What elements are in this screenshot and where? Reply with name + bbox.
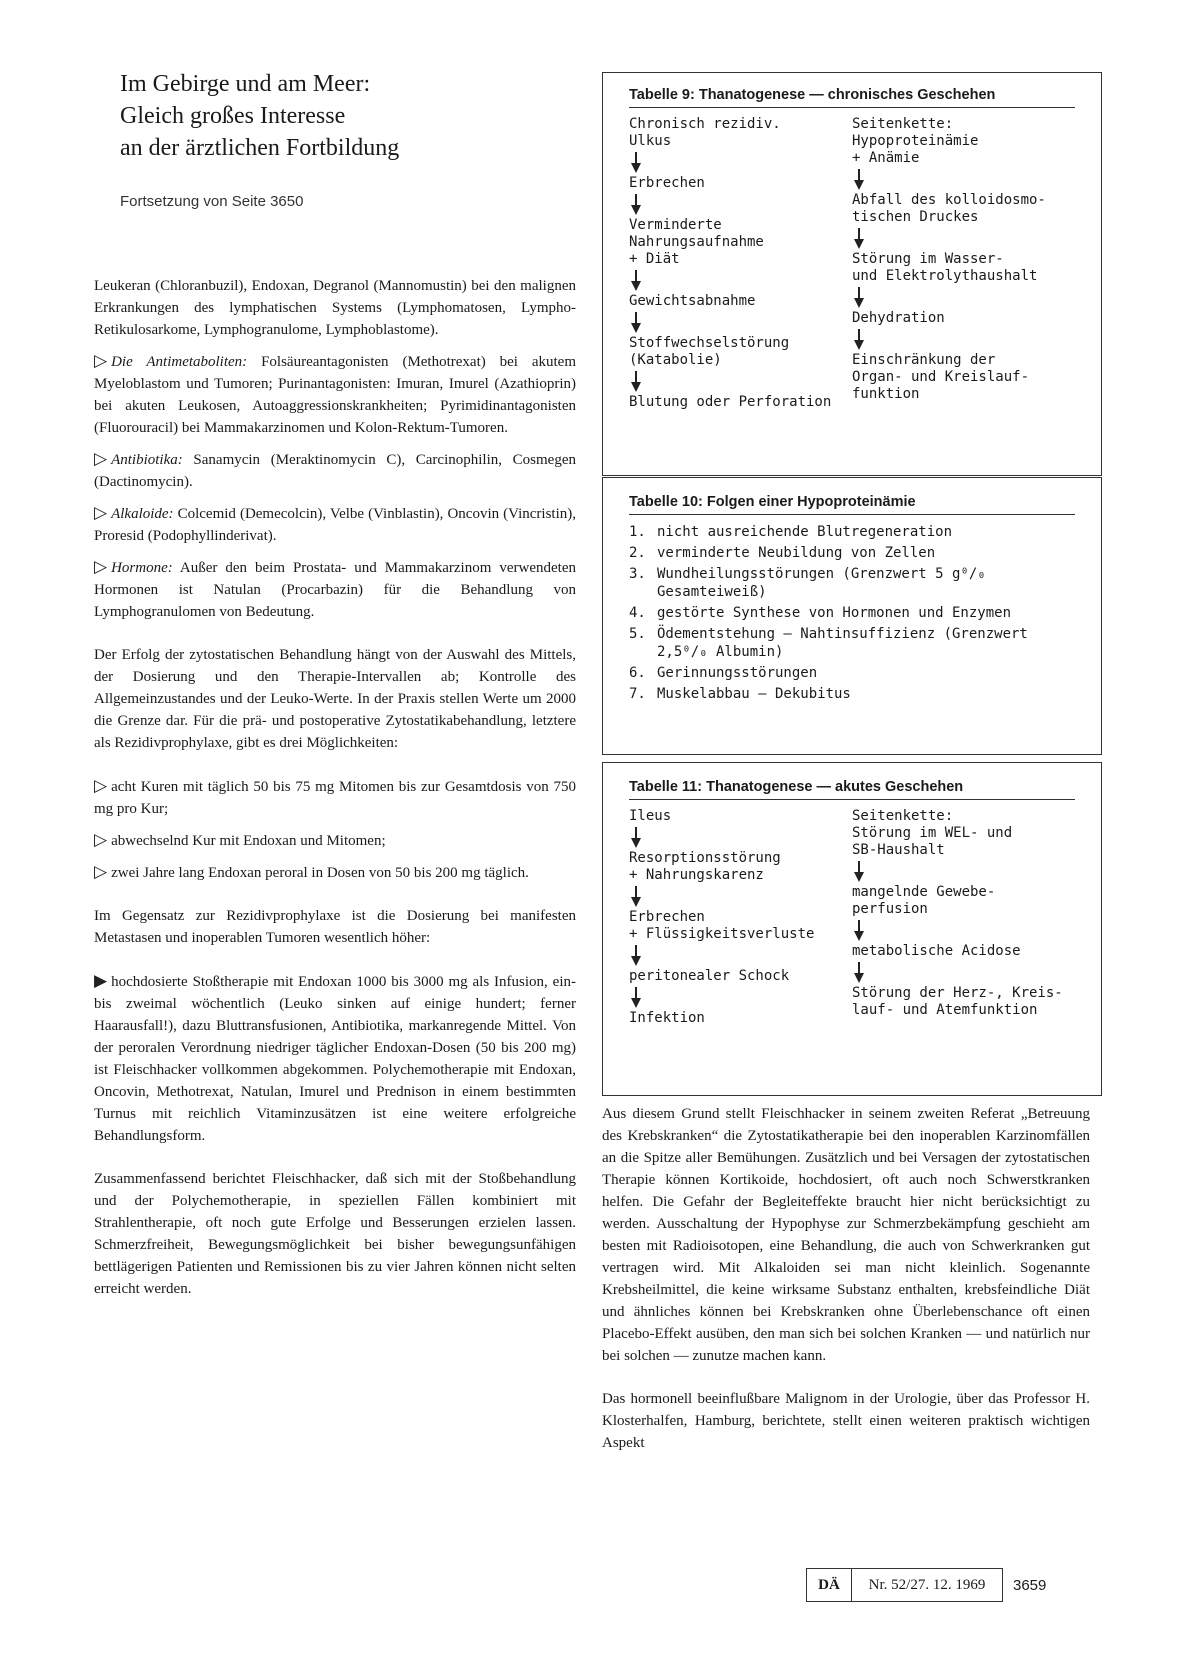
bullet-filled-icon: ▶	[94, 971, 108, 991]
right-column	[602, 1103, 1090, 1463]
body-paragraph	[94, 861, 576, 884]
paragraph-text: Leukeran (Chloranbuzil), Endoxan, Degranol (Mannomustin) bei den malignen Erkrankungen des lymphatischen Systems (Lymphomatosen, Lympho-Retikulosarkome, Lymphogranulome, Lymphoblastome).	[94, 278, 576, 338]
flow-step: Gewichtsabnahme	[629, 293, 756, 309]
flow-step: Dehydration	[852, 310, 945, 326]
list-item	[629, 685, 1075, 703]
list-text: verminderte Neubildung von Zellen	[657, 545, 936, 561]
bullet-triangle-icon: ▷	[94, 449, 108, 469]
list-text: Ödementstehung — Nahtinsuffizienz (Grenzwert 2,5⁰/₀ Albumin)	[657, 626, 1028, 660]
paragraph-label: Die Antimetaboliten:	[111, 354, 248, 370]
body-paragraph	[94, 970, 576, 1147]
continuation-note: Fortsetzung von Seite 3650	[120, 193, 304, 210]
paragraph-text: Folsäureantagonisten (Methotrexat) bei akutem Myeloblastom und Tumoren; Purinantagonisten: Imuran, Imurel (Azathioprin) bei akuten Leukosen, Autoaggressionskrankheiten; Pyrimidinantagonisten (Fluorouracil) bei Mammakarzinomen und Kolon-Rektum-Tumoren.	[94, 354, 577, 436]
paragraph-text: zwei Jahre lang Endoxan peroral in Dosen von 50 bis 200 mg täglich.	[111, 865, 529, 881]
flow-step: Resorptionsstörung + Nahrungskarenz	[629, 850, 781, 883]
body-paragraph	[94, 829, 576, 852]
list-item	[629, 625, 1075, 661]
table-9-main-chain	[629, 116, 852, 411]
issue-date: Nr. 52/27. 12. 1969	[851, 1568, 1003, 1602]
headline-line: Gleich großes Interesse	[120, 103, 346, 129]
body-paragraph	[94, 1168, 576, 1300]
list-number: 1.	[629, 524, 646, 540]
list-text: gestörte Synthese von Hormonen und Enzymen	[657, 605, 1012, 621]
flow-step: Störung im Wasser- und Elektrolythaushalt	[852, 251, 1038, 284]
paragraph-label: Hormone:	[111, 560, 173, 576]
down-arrow-icon	[631, 825, 641, 850]
down-arrow-icon	[854, 167, 864, 192]
down-arrow-icon	[631, 192, 641, 217]
list-item	[629, 664, 1075, 682]
paragraph-text: Im Gegensatz zur Rezidivprophylaxe ist die Dosierung bei manifesten Metastasen und inoperablen Tumoren wesentlich höher:	[94, 908, 576, 946]
page-number: 3659	[1013, 1576, 1047, 1594]
list-number: 4.	[629, 605, 646, 621]
footer	[806, 1568, 1046, 1602]
table-10	[602, 477, 1102, 755]
list-text: Gerinnungsstörungen	[657, 665, 818, 681]
table-11	[602, 762, 1102, 1096]
down-arrow-icon	[854, 859, 864, 884]
down-arrow-icon	[631, 150, 641, 175]
body-paragraph	[94, 448, 576, 493]
table-11-title: Tabelle 11: Thanatogenese — akutes Geschehen	[629, 779, 1075, 800]
list-number: 5.	[629, 626, 646, 642]
left-column	[94, 275, 576, 1309]
headline	[120, 68, 580, 164]
list-text: nicht ausreichende Blutregeneration	[657, 524, 953, 540]
paragraph-text: hochdosierte Stoßtherapie mit Endoxan 1000 bis 3000 mg als Infusion, ein- bis zweimal wöchentlich (Leuko sinken auf einige hundert; ferner Haarausfall!), dazu Bluttransfusionen, Antibiotika, markanregende Mittel. Von der peroralen Verordnung niedriger täglicher Endoxan-Dosen (50 bis 200 mg) ist Fleischhacker vollkommen abgekommen. Polychemotherapie mit Endoxan, Oncovin, Methotrexat, Natulan, Imurel und Prednison in einem bestimmten Turnus mit reichlich Vitaminzusätzen ist eine weitere erfolgreiche Behandlungsform.	[94, 974, 576, 1144]
flow-step: peritonealer Schock	[629, 968, 790, 984]
flow-step: Seitenkette: Hypoproteinämie + Anämie	[852, 116, 979, 166]
list-item	[629, 604, 1075, 622]
journal-logo: DÄ	[806, 1568, 851, 1602]
paragraph-label: Alkaloide:	[111, 506, 174, 522]
list-item	[629, 523, 1075, 541]
flow-step: Chronisch rezidiv. Ulkus	[629, 116, 781, 149]
body-paragraph	[94, 556, 576, 623]
flow-step: Verminderte Nahrungsaufnahme + Diät	[629, 217, 764, 267]
down-arrow-icon	[854, 285, 864, 310]
down-arrow-icon	[631, 310, 641, 335]
list-text: Muskelabbau — Dekubitus	[657, 686, 851, 702]
body-paragraph	[94, 350, 576, 439]
down-arrow-icon	[854, 327, 864, 352]
paragraph-label: Antibiotika:	[111, 452, 183, 468]
table-9	[602, 72, 1102, 476]
bullet-triangle-icon: ▷	[94, 503, 108, 523]
down-arrow-icon	[631, 985, 641, 1010]
flow-step: Erbrechen + Flüssigkeitsverluste	[629, 909, 815, 942]
table-11-main-chain	[629, 808, 852, 1027]
flow-step: Blutung oder Perforation	[629, 394, 832, 410]
paragraph-text: acht Kuren mit täglich 50 bis 75 mg Mitomen bis zur Gesamtdosis von 750 mg pro Kur;	[94, 779, 576, 817]
list-text: Wundheilungsstörungen (Grenzwert 5 g⁰/₀ Gesamteiweiß)	[657, 566, 986, 600]
paragraph-text: Sanamycin (Meraktinomycin C), Carcinophilin, Cosmegen (Dactinomycin).	[94, 452, 577, 490]
body-paragraph	[94, 775, 576, 820]
table-9-title: Tabelle 9: Thanatogenese — chronisches Geschehen	[629, 87, 1075, 108]
list-item	[629, 544, 1075, 562]
down-arrow-icon	[854, 918, 864, 943]
down-arrow-icon	[631, 884, 641, 909]
table-10-list	[629, 523, 1075, 703]
headline-line: an der ärztlichen Fortbildung	[120, 135, 400, 161]
table-11-side-chain	[852, 808, 1075, 1027]
down-arrow-icon	[854, 226, 864, 251]
body-paragraph	[94, 275, 576, 341]
down-arrow-icon	[631, 268, 641, 293]
bullet-triangle-icon: ▷	[94, 862, 108, 882]
flow-step: Infektion	[629, 1010, 705, 1026]
flow-step: Abfall des kolloidosmo- tischen Druckes	[852, 192, 1046, 225]
body-paragraph: Aus diesem Grund stellt Fleischhacker in seinem zweiten Referat „Betreuung des Krebskranken“ die Zytostatikatherapie bei den inoperablen Karzinomfällen an die Spitze aller Bemühungen. Zusätzlich und bei Versagen der zytostatischen Therapie können Kortikoide, hochdosiert, oft auch noch Schwerstkranken helfen. Die Gefahr der Begleiteffekte braucht hier nicht berücksichtigt zu werden. Ausschaltung der Hypophyse zur Schmerzbekämpfung geschieht am besten mit Radioisotopen, eine Behandlung, die auch von Schwerkranken gut vertragen wird. Mit Alkaloiden sei man nicht kleinlich. Sogenannte Krebsheilmittel, die keine wirksame Substanz enthalten, krebsfeindliche Diät und ähnliches können bei Krebskranken ohne Überlebenschance oft einen Placebo-Effekt ausüben, den man sich bei solchen Kranken — und natürlich nur bei solchen — zunutze machen kann.	[602, 1106, 1090, 1364]
body-paragraph	[94, 502, 576, 547]
paragraph-text: Außer den beim Prostata- und Mammakarzinom verwendeten Hormonen ist Natulan (Procarbazin) für die Behandlung von Lymphogranulomen von Bedeutung.	[94, 560, 576, 620]
down-arrow-icon	[631, 369, 641, 394]
flow-step: Ileus	[629, 808, 672, 824]
paragraph-text: Colcemid (Demecolcin), Velbe (Vinblastin), Oncovin (Vincristin), Proresid (Podophyllinderivat).	[94, 506, 576, 544]
down-arrow-icon	[854, 960, 864, 985]
bullet-triangle-icon: ▷	[94, 830, 108, 850]
flow-step: mangelnde Gewebe- perfusion	[852, 884, 996, 917]
list-number: 2.	[629, 545, 646, 561]
flow-step: metabolische Acidose	[852, 943, 1021, 959]
flow-step: Einschränkung der Organ- und Kreislauf- funktion	[852, 352, 1030, 402]
flow-step: Störung der Herz-, Kreis- lauf- und Atemfunktion	[852, 985, 1063, 1018]
table-10-title: Tabelle 10: Folgen einer Hypoproteinämie	[629, 494, 1075, 515]
paragraph-text: abwechselnd Kur mit Endoxan und Mitomen;	[111, 833, 386, 849]
paragraph-text: Zusammenfassend berichtet Fleischhacker, daß sich mit der Stoßbehandlung und der Polychemotherapie, in speziellen Fällen kombiniert mit Strahlentherapie, oft noch gute Erfolge und Besserungen erzielen lassen. Schmerzfreiheit, Bewegungsmöglichkeit bei bisher bewegungsunfähigen bettlägerigen Patienten und Remissionen bis zu vier Jahren können nicht selten erreicht werden.	[94, 1171, 576, 1297]
headline-line: Im Gebirge und am Meer:	[120, 71, 371, 97]
paragraph-text: Der Erfolg der zytostatischen Behandlung hängt von der Auswahl des Mittels, der Dosierung und den Therapie-Intervallen ab; Kontrolle des Allgemeinzustandes und der Leuko-Werte. In der Praxis stellen Werte um 2000 die Grenze dar. Für die prä- und postoperative Zytostatikabehandlung, letztere als Rezidivprophylaxe, gibt es drei Möglichkeiten:	[94, 647, 576, 751]
list-item	[629, 565, 1075, 601]
list-number: 7.	[629, 686, 646, 702]
table-9-side-chain	[852, 116, 1075, 411]
bullet-triangle-icon: ▷	[94, 776, 108, 796]
body-paragraph: Das hormonell beeinflußbare Malignom in der Urologie, über das Professor H. Klosterhalfen, Hamburg, berichtete, stellt einen weiteren praktisch wichtigen Aspekt	[602, 1391, 1090, 1451]
down-arrow-icon	[631, 943, 641, 968]
flow-step: Stoffwechselstörung (Katabolie)	[629, 335, 790, 368]
list-number: 3.	[629, 566, 646, 582]
list-number: 6.	[629, 665, 646, 681]
body-paragraph	[94, 905, 576, 949]
body-paragraph	[94, 644, 576, 754]
flow-step: Seitenkette: Störung im WEL- und SB-Haushalt	[852, 808, 1013, 858]
bullet-triangle-icon: ▷	[94, 557, 108, 577]
bullet-triangle-icon: ▷	[94, 351, 108, 371]
flow-step: Erbrechen	[629, 175, 705, 191]
